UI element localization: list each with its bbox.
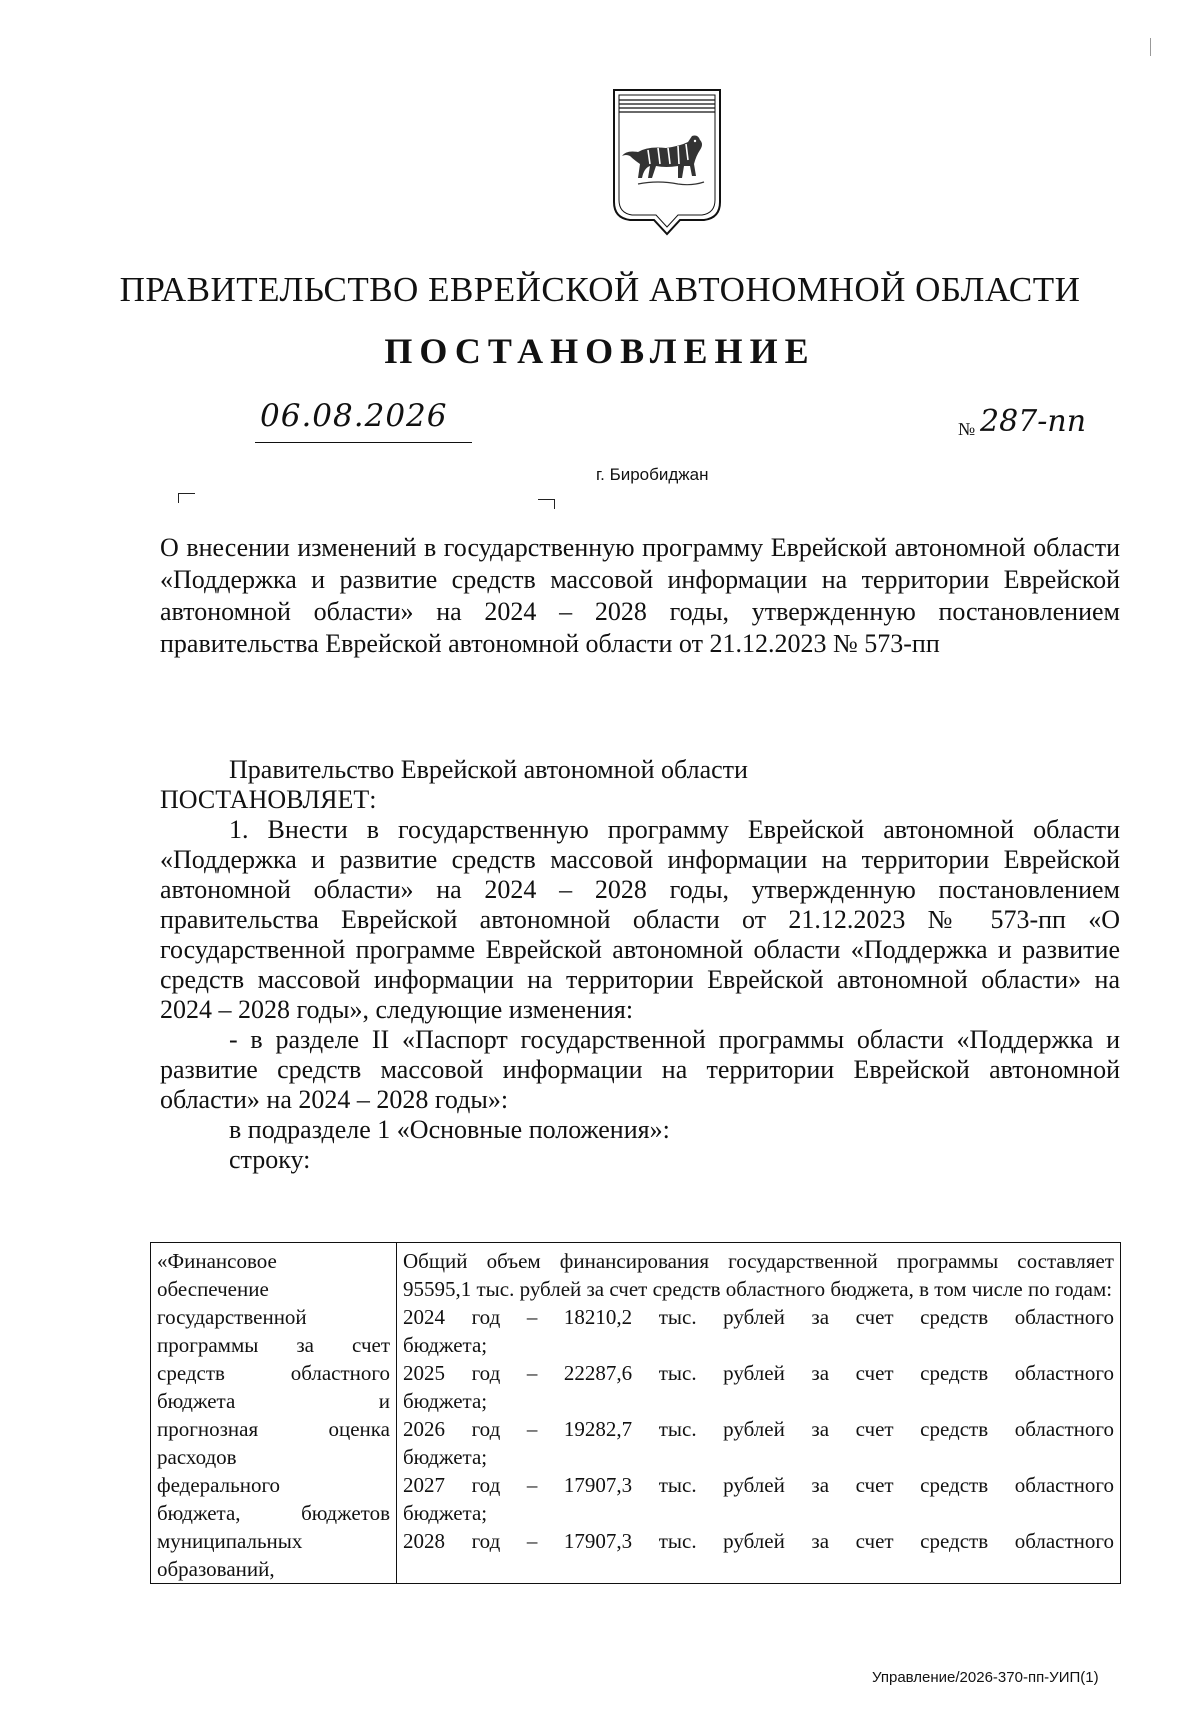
year-tail-2025: бюджета; <box>403 1389 488 1413</box>
scan-mark <box>1150 38 1151 56</box>
label-line: программы за счет <box>157 1333 390 1357</box>
label-line: прогнозная оценка <box>157 1417 390 1441</box>
label-line: «Финансовое <box>157 1249 277 1273</box>
label-line: бюджета, бюджетов <box>157 1501 390 1525</box>
number-label: № <box>958 419 976 439</box>
paragraph-government: Правительство Еврейской автономной области <box>229 755 748 784</box>
label-line: федерального <box>157 1473 281 1497</box>
label-line: средств областного <box>157 1361 390 1385</box>
footer-doc-code: Управление/2026-370-пп-УИП(1) <box>872 1669 1099 1686</box>
year-tail-2026: бюджета; <box>403 1445 488 1469</box>
title-corner-right <box>538 499 555 509</box>
coat-of-arms-tiger-icon <box>608 86 726 236</box>
document-body <box>160 755 1120 1175</box>
title-corner-left <box>178 493 195 503</box>
year-line-2028: 2028 год – 17907,3 тыс. рублей за счет средств областного <box>403 1529 1114 1553</box>
table-cell-value <box>397 1243 1121 1584</box>
government-name: ПРАВИТЕЛЬСТВО ЕВРЕЙСКОЙ АВТОНОМНОЙ ОБЛАСТИ <box>119 270 1081 309</box>
label-line: муниципальных <box>157 1529 303 1553</box>
city-name: г. Биробиджан <box>596 465 709 484</box>
financing-table <box>150 1242 1121 1584</box>
label-line: государственной <box>157 1305 307 1329</box>
paragraph-subsection-1: в подразделе 1 «Основные положения»: <box>229 1115 670 1144</box>
handwritten-number: 287-пп <box>980 404 1087 439</box>
year-line-2026: 2026 год – 19282,7 тыс. рублей за счет средств областного <box>403 1417 1114 1441</box>
document-title: О внесении изменений в государственную программу Еврейской автономной области «Поддержка и развитие средств массовой информации на территории Еврейской автономной области» на 2024 – 2028 годы, утвержденную постановлением правительства Еврейской автономной области от 21.12.2023 № 573-пп <box>160 533 1120 658</box>
financing-intro: Общий объем финансирования государственной программы составляет 95595,1 тыс. рублей за счет средств областного бюджета, в том числе по годам: <box>403 1249 1114 1301</box>
year-line-2027: 2027 год – 17907,3 тыс. рублей за счет средств областного <box>403 1473 1114 1497</box>
year-tail-2027: бюджета; <box>403 1501 488 1525</box>
label-line: образований, <box>157 1557 275 1581</box>
year-tail-2024: бюджета; <box>403 1333 488 1357</box>
label-line: расходов <box>157 1445 237 1469</box>
label-line: бюджета и <box>157 1389 390 1413</box>
handwritten-date: 06.08.2026 <box>260 398 448 434</box>
table-row <box>151 1243 1121 1584</box>
label-line: обеспечение <box>157 1277 269 1301</box>
document-type: ПОСТАНОВЛЕНИЕ <box>384 331 816 371</box>
year-line-2024: 2024 год – 18210,2 тыс. рублей за счет средств областного <box>403 1305 1114 1329</box>
paragraph-row: строку: <box>229 1145 311 1174</box>
year-line-2025: 2025 год – 22287,6 тыс. рублей за счет средств областного <box>403 1361 1114 1385</box>
date-underline <box>255 442 472 443</box>
paragraph-resolves: ПОСТАНОВЛЯЕТ: <box>160 785 377 814</box>
table-cell-label <box>151 1243 397 1584</box>
paragraph-section-ii: - в разделе II «Паспорт государственной программы области «Поддержка и развитие средств массовой информации на территории Еврейской автономной области» на 2024 – 2028 годы»: <box>160 1025 1120 1114</box>
paragraph-item-1: 1. Внести в государственную программу Еврейской автономной области «Поддержка и развитие средств массовой информации на территории Еврейской автономной области» на 2024 – 2028 годы, утвержденную постановлением правительства Еврейской автономной области от 21.12.2023 № 573-пп «О государственной программе Еврейской автономной области «Поддержка и развитие средств массовой информации на территории Еврейской автономной области» на 2024 – 2028 годы», следующие изменения: <box>160 815 1120 1024</box>
